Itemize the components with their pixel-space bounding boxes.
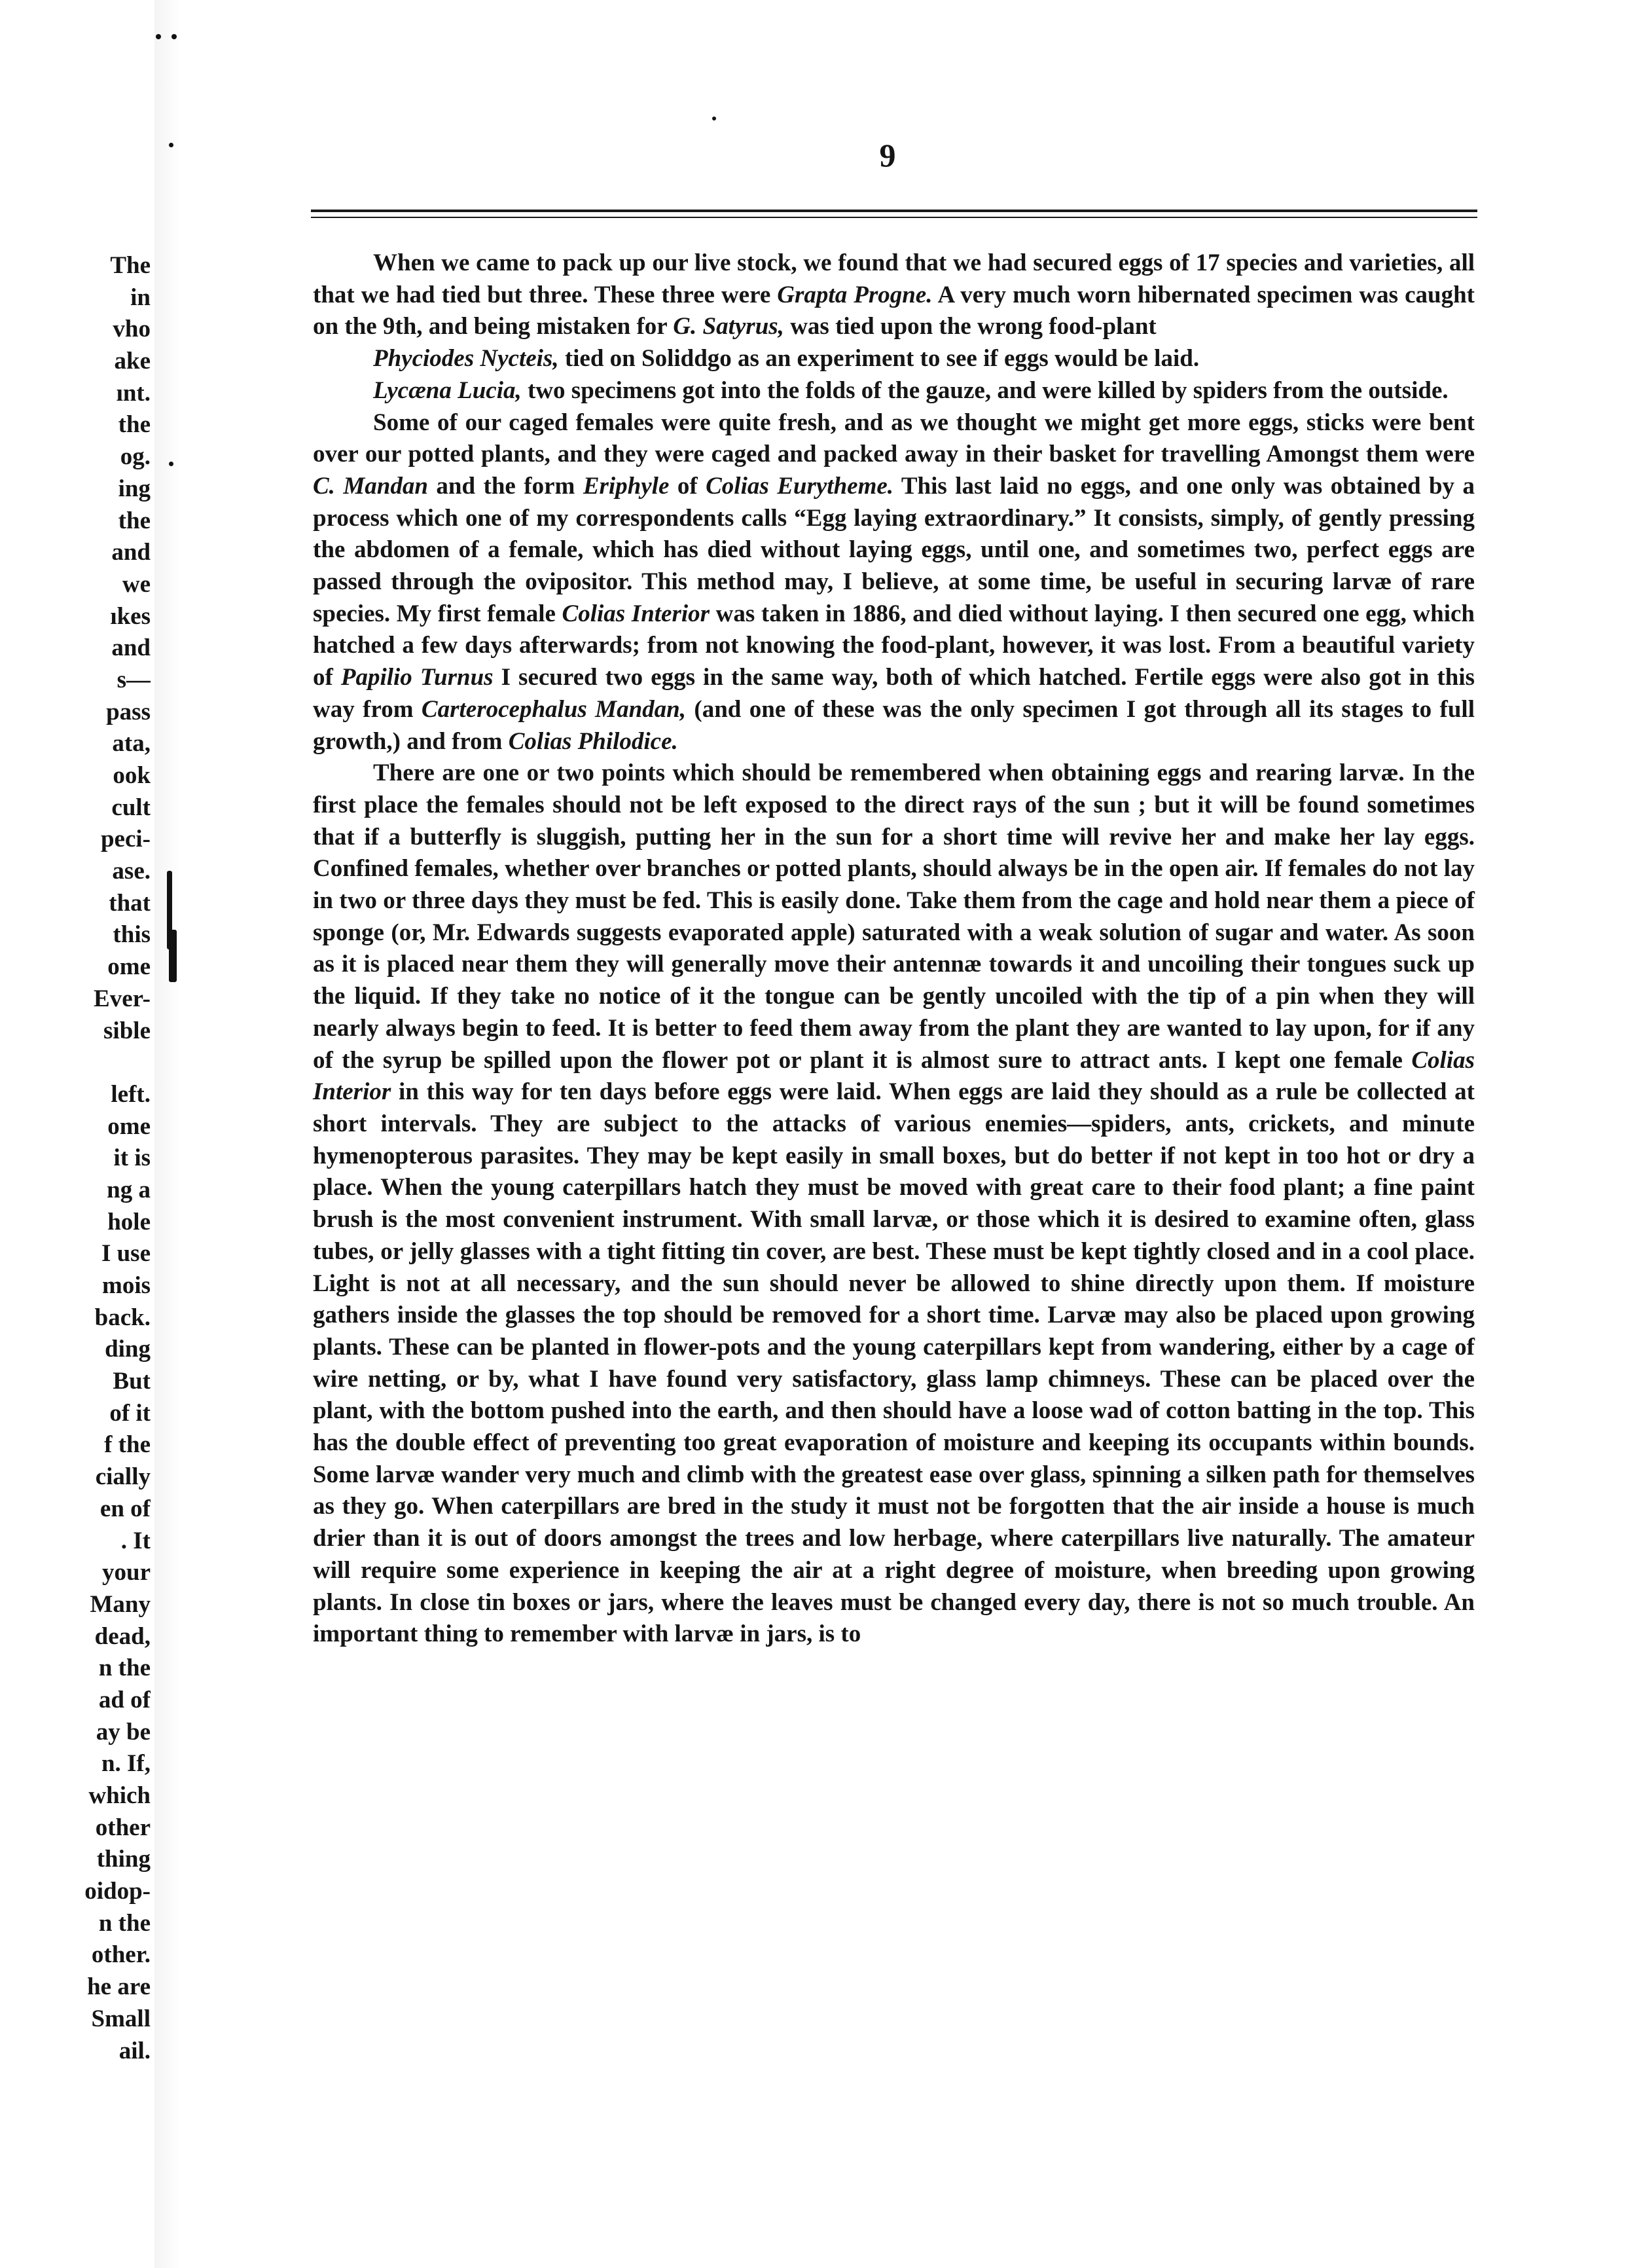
text-run: in this way for ten days before eggs were laid. When eggs are laid they should as a rule be collected at short intervals. They are subject to the attacks of various enemies—spiders, ants, crickets, and minute hymenopterous parasites. They may be kept easily in small boxes, but do better if not kept in too hot or dry a place. When the young caterpillars hatch they must be moved with great care to their food plant; a fine paint brush is the most convenient instrument. With small larvæ, or those which it is desired to examine often, glass tubes, or jelly glasses with a tight fitting tin cover, are best. These must be kept tightly closed and in a cool place. Light is not at all necessary, and the sun should never be allowed to shine directly upon them. If moisture gathers inside the glasses the top should be removed for a short time. Larvæ may also be placed upon growing plants. These can be planted in flower-pots and the young caterpillars kept from wandering, either by a cage of wire netting, or by, what I have found very satisfactory, glass lamp chimneys. These can be placed over the plant, with the bottom pushed into the earth, and then should have a loose wad of cotton batting in the top. This has the double effect of preventing too great evaporation of moisture and keeping its occupants within bounds. Some larvæ wander very much and climb with the greatest ease over glass, spinning a silken path for themselves as they go. When caterpillars are bred in the study it must not be forgotten that the air inside a house is much drier than it is out of doors amongst the trees and low herbage, where caterpillars live naturally. The amateur will require some experience in keeping the air at a right degree of moisture, when breeding upon growing plants. In close tin boxes or jars, where the leaves must be changed every day, there is not so much trouble. An important thing to remember with larvæ in jars, is to xyxy=(313,1078,1475,1648)
italic-run: Carterocephalus Mandan, xyxy=(421,695,686,723)
fragment-line: Ever- xyxy=(94,985,151,1012)
italic-run: Colias Interior xyxy=(562,600,710,627)
scan-speck xyxy=(712,117,716,120)
fragment-line: left. xyxy=(111,1080,151,1108)
paragraph xyxy=(313,247,1475,343)
italic-run: Colias Interior xyxy=(313,1046,1475,1106)
fragment-line: ding xyxy=(105,1336,151,1363)
italic-run: G. Satyrus, xyxy=(673,313,784,340)
scan-speck xyxy=(156,34,161,39)
paragraph xyxy=(313,375,1475,407)
fragment-line: of it xyxy=(109,1399,151,1427)
text-run: of xyxy=(669,472,706,500)
text-run: This last laid no eggs, and one only was obtained by a process which one of my correspondents calls “Egg laying extraordinary.” It consists, simply, of gently pressing the abdomen of a female, which has died without laying eggs, until one, and sometimes two, perfect eggs are passed through the ovipositor. This method may, I believe, at some time, be useful in securing larvæ of rare species. My first female xyxy=(313,472,1475,627)
text-run: was tied upon the wrong food-plant xyxy=(783,313,1157,340)
text-run: There are one or two points which should be remembered when obtaining eggs and rearing larvæ. In the first place the females should not be left exposed to the direct rays of the sun ; but it will be found sometimes that if a butterfly is sluggish, putting her in the sun for a short time will revive her and make her lay eggs. Confined females, whether over branches or potted plants, should always be in the open air. If females do not lay in two or three days they must be fed. This is easily done. Take them from the cage and hold near them a piece of sponge (or, Mr. Edwards suggests evaporated apple) saturated with a weak solution of sugar and water. As soon as it is placed near them they will generally move their antennæ towards it and uncoiling their tongues suck up the liquid. If they take no notice of it the tongue can be gently uncoiled with the tip of a pin when they will nearly always begin to feed. It is better to feed them away from the plant they are wanted to lay upon, for if any of the syrup be spilled upon the flower pot or plant it is almost sure to attract ants. I kept one female xyxy=(313,759,1475,1074)
fragment-line: in xyxy=(130,284,151,311)
fragment-line: peci- xyxy=(100,826,151,853)
fragment-line: Many xyxy=(90,1590,151,1618)
fragment-line: we xyxy=(122,570,151,598)
fragment-line: . It xyxy=(120,1527,151,1554)
fragment-line: this xyxy=(113,921,151,949)
fragment-line: ook xyxy=(113,762,151,789)
body-text xyxy=(313,247,1475,1651)
fragment-line: hole xyxy=(107,1208,151,1235)
text-run: was taken in 1886, and died without laying. I then secured one egg, which hatched a few days afterwards; from not knowing the food-plant, however, it was lost. From a beautiful variety of xyxy=(313,600,1475,691)
fragment-line: But xyxy=(113,1368,151,1395)
fragment-line: en of xyxy=(99,1495,151,1522)
fragment-line: ake xyxy=(114,348,151,375)
scan-speck xyxy=(169,462,173,466)
italic-run: Eriphyle xyxy=(583,472,670,500)
text-run: When we came to pack up our live stock, we found that we had secured eggs of 17 species and varieties, all that we had tied but three. These three were xyxy=(313,249,1475,308)
fragment-line: it is xyxy=(113,1144,151,1172)
fragment-line: mois xyxy=(102,1272,151,1299)
paragraph xyxy=(313,758,1475,1651)
fragment-line: cially xyxy=(95,1463,151,1491)
fragment-line: ail. xyxy=(118,2037,151,2064)
fragment-line: other. xyxy=(91,1941,151,1969)
fragment-line: your xyxy=(102,1559,151,1586)
italic-run: Colias Philodice. xyxy=(508,727,678,755)
fragment-line: f the xyxy=(104,1431,151,1459)
fragment-line: ing xyxy=(118,475,151,502)
fragment-line: the xyxy=(118,411,151,439)
fragment-line: cult xyxy=(111,794,151,821)
fragment-line: ay be xyxy=(96,1718,151,1746)
fragment-line: ad of xyxy=(98,1686,151,1713)
fragment-line: the xyxy=(118,507,151,534)
italic-run: Papilio Turnus xyxy=(340,664,494,691)
scan-speck xyxy=(169,143,173,147)
spine-mark xyxy=(169,930,177,982)
scan-speck xyxy=(171,34,177,39)
fragment-line: Small xyxy=(91,2005,151,2032)
paragraph xyxy=(313,407,1475,758)
fragment-line xyxy=(0,1047,151,1079)
fragment-line: og. xyxy=(120,443,151,471)
italic-run: Phyciodes Nycteis, xyxy=(373,345,559,373)
fragment-line: ase. xyxy=(112,858,151,885)
fragment-line: he are xyxy=(87,1973,151,2001)
header-rule-thin xyxy=(311,217,1477,218)
paragraph xyxy=(313,343,1475,375)
fragment-line: I use xyxy=(101,1240,151,1268)
fragment-line: back. xyxy=(94,1304,151,1331)
text-run: two specimens got into the folds of the gauze, and were killed by spiders from the outside. xyxy=(521,376,1449,404)
text-run: (and one of these was the only specimen I got through all its stages to full growth,) and from xyxy=(313,695,1475,755)
fragment-line: which xyxy=(88,1782,151,1809)
text-run: tied on Soliddgo as an experiment to see if eggs would be laid. xyxy=(558,345,1200,373)
text-run: A very much worn hibernated specimen was caught on the 9th, and being mistaken for xyxy=(313,281,1475,340)
italic-run: Grapta Progne. xyxy=(777,281,933,308)
fragment-line: ıkes xyxy=(110,602,151,630)
fragment-line: sible xyxy=(103,1017,151,1044)
fragment-line: n the xyxy=(98,1909,151,1937)
fragment-line: pass xyxy=(106,698,151,725)
fragment-line: ınt. xyxy=(116,379,151,407)
fragment-line: that xyxy=(109,889,151,917)
text-run: Some of our caged females were quite fresh, and as we thought we might get more eggs, sticks were bent over our potted plants, and they were caged and packed away in their basket for travelling Amongst them were xyxy=(313,409,1475,468)
text-run: and the form xyxy=(427,472,583,500)
fragment-line: ata, xyxy=(112,730,151,758)
page-number: 9 xyxy=(879,137,896,174)
fragment-line: thing xyxy=(96,1846,151,1873)
fragment-line: ng a xyxy=(107,1176,151,1203)
header-rule xyxy=(311,210,1477,212)
fragment-line: n the xyxy=(98,1655,151,1682)
fragment-line: The xyxy=(110,252,151,279)
fragment-line: and xyxy=(111,634,151,662)
fragment-line: n. If, xyxy=(101,1750,151,1778)
fragment-line: dead, xyxy=(94,1622,151,1650)
text-run: I secured two eggs in the same way, both of which hatched. Fertile eggs were also got in this way from xyxy=(313,664,1475,723)
fragment-line: s— xyxy=(117,666,151,693)
facing-page-fragment xyxy=(0,250,151,2067)
fragment-line: other xyxy=(95,1814,151,1841)
italic-run: Colias Eurytheme. xyxy=(706,472,894,500)
italic-run: Lycæna Lucia, xyxy=(373,376,522,404)
fragment-line: oidop- xyxy=(84,1878,151,1905)
fragment-line: and xyxy=(111,539,151,566)
fragment-line: ome xyxy=(107,953,151,981)
gutter-shadow xyxy=(154,0,181,2268)
fragment-line: ome xyxy=(107,1112,151,1140)
italic-run: C. Mandan xyxy=(313,472,428,500)
fragment-line: vho xyxy=(113,316,151,343)
